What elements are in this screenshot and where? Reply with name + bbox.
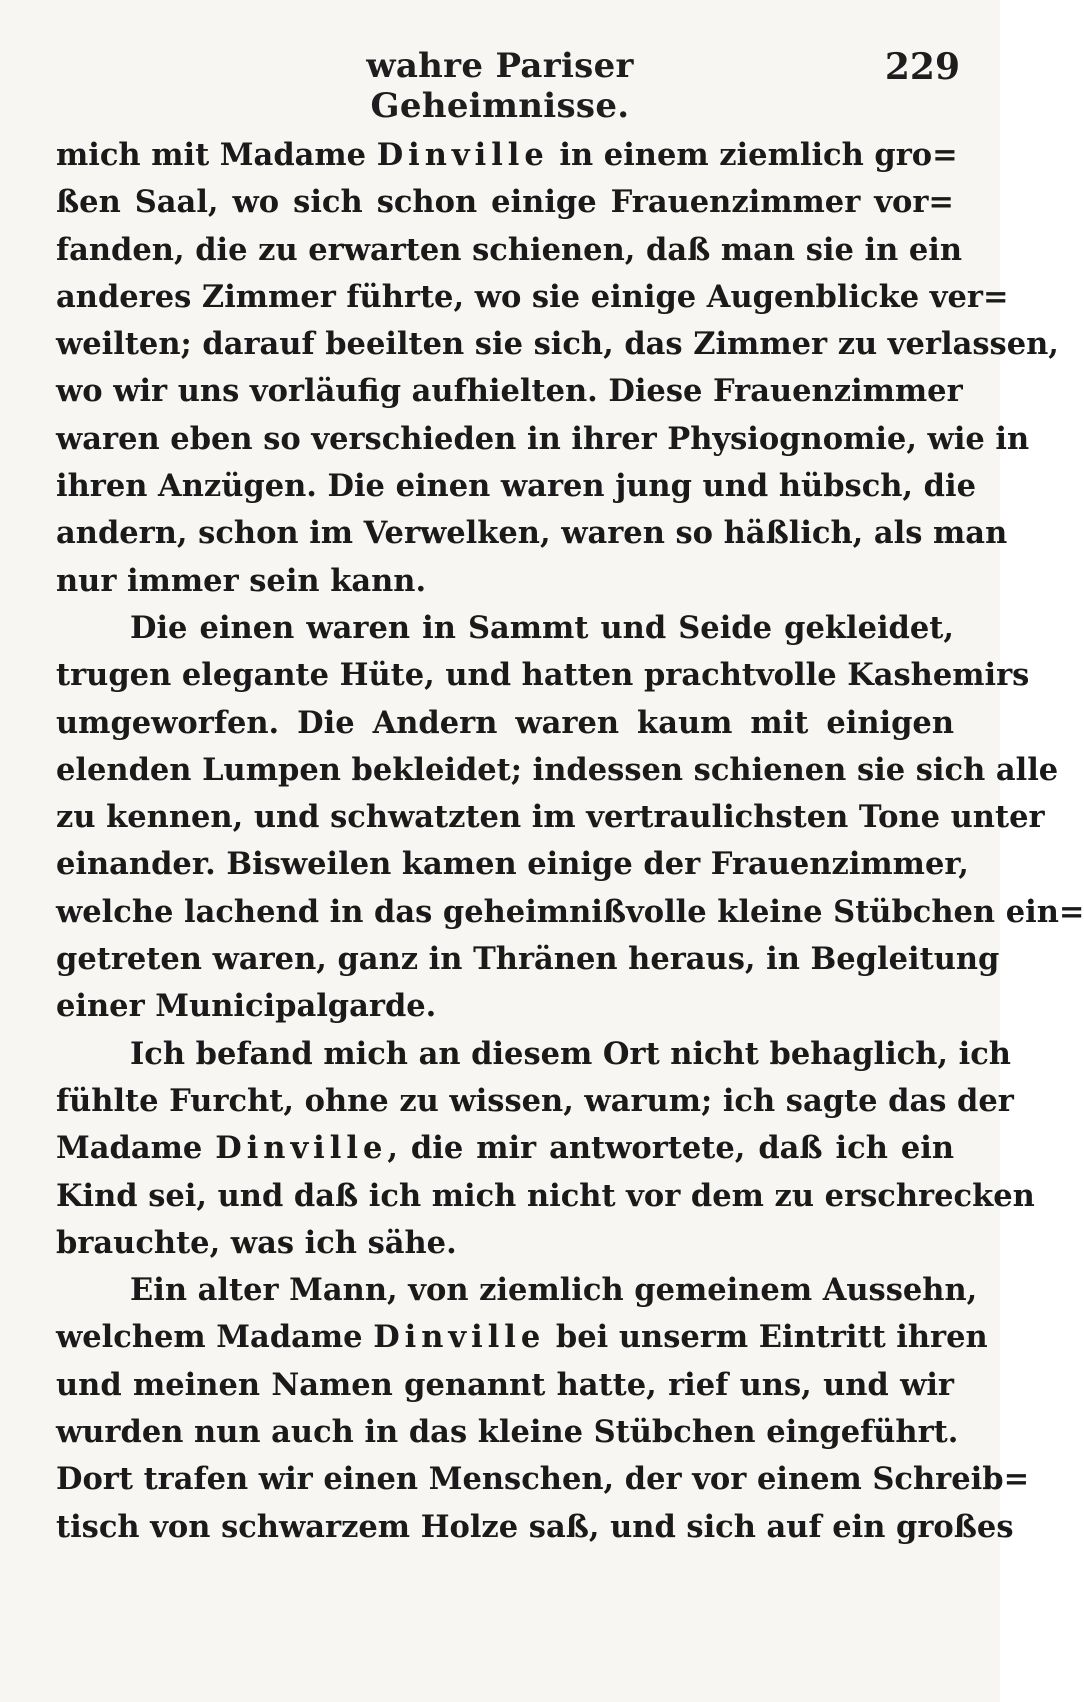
text-line: einer Municipalgarde.	[56, 988, 437, 1025]
text-line: welchem Madame Dinville bei unserm Eintritt ihren	[56, 1319, 988, 1356]
text-line: welche lachend in das geheimnißvolle kleine Stübchen ein=	[56, 893, 1084, 930]
running-title: wahre Pariser Geheimnisse.	[366, 46, 634, 126]
text-line: brauchte, was ich sähe.	[56, 1224, 457, 1261]
text-line: Kind sei, und daß ich mich nicht vor dem zu erschrecken	[56, 1177, 1035, 1214]
text-line: Dort trafen wir einen Menschen, der vor einem Schreib=	[56, 1461, 1030, 1498]
text-line: wo wir uns vorläufig aufhielten. Diese Frauenzimmer	[56, 373, 963, 410]
text-line: und meinen Namen genannt hatte, rief uns, und wir	[56, 1366, 954, 1403]
text-line: anderes Zimmer führte, wo sie einige Augenblicke ver=	[56, 278, 1009, 315]
text-line: Madame Dinville, die mir antwortete, daß ich ein	[56, 1130, 954, 1167]
text-line: zu kennen, und schwatzten im vertraulichsten Tone unter	[56, 799, 1045, 836]
text-line: getreten waren, ganz in Thränen heraus, in Begleitung	[56, 941, 1000, 978]
text-line: wurden nun auch in das kleine Stübchen eingeführt.	[56, 1414, 959, 1451]
text-line: Die einen waren in Sammt und Seide gekleidet,	[130, 609, 954, 646]
text-line: Ich befand mich an diesem Ort nicht behaglich, ich	[130, 1035, 1011, 1072]
text-line: mich mit Madame Dinville in einem ziemlich gro=	[56, 137, 958, 173]
text-line: andern, schon im Verwelken, waren so häßlich, als man	[56, 515, 1008, 552]
text-line: trugen elegante Hüte, und hatten prachtvolle Kashemirs	[56, 657, 1030, 694]
name-emphasis: Dinville	[215, 1130, 388, 1167]
text-line: ihren Anzügen. Die einen waren jung und hübsch, die	[56, 468, 976, 505]
text-line: fanden, die zu erwarten schienen, daß man sie in ein	[56, 231, 963, 268]
page-header	[0, 38, 1000, 126]
text-line: tisch von schwarzem Holze saß, und sich auf ein großes	[56, 1508, 1014, 1545]
text-line: elenden Lumpen bekleidet; indessen schienen sie sich alle	[56, 751, 1059, 788]
name-emphasis: Dinville	[373, 1319, 546, 1356]
name-emphasis: Dinville	[376, 137, 549, 173]
text-line: umgeworfen. Die Andern waren kaum mit einigen	[56, 704, 954, 741]
text-line: Ein alter Mann, von ziemlich gemeinem Aussehn,	[130, 1272, 978, 1309]
text-line: waren eben so verschieden in ihrer Physiognomie, wie in	[56, 420, 1030, 457]
text-line: nur immer sein kann.	[56, 562, 427, 599]
page-number: 229	[884, 46, 960, 88]
body-text	[56, 132, 1084, 1551]
text-line: weilten; darauf beeilten sie sich, das Zimmer zu verlassen,	[56, 326, 1059, 363]
text-line: fühlte Furcht, ohne zu wissen, warum; ich sagte das der	[56, 1082, 1014, 1119]
text-line: einander. Bisweilen kamen einige der Frauenzimmer,	[56, 846, 969, 883]
text-line: ßen Saal, wo sich schon einige Frauenzimmer vor=	[56, 184, 954, 221]
